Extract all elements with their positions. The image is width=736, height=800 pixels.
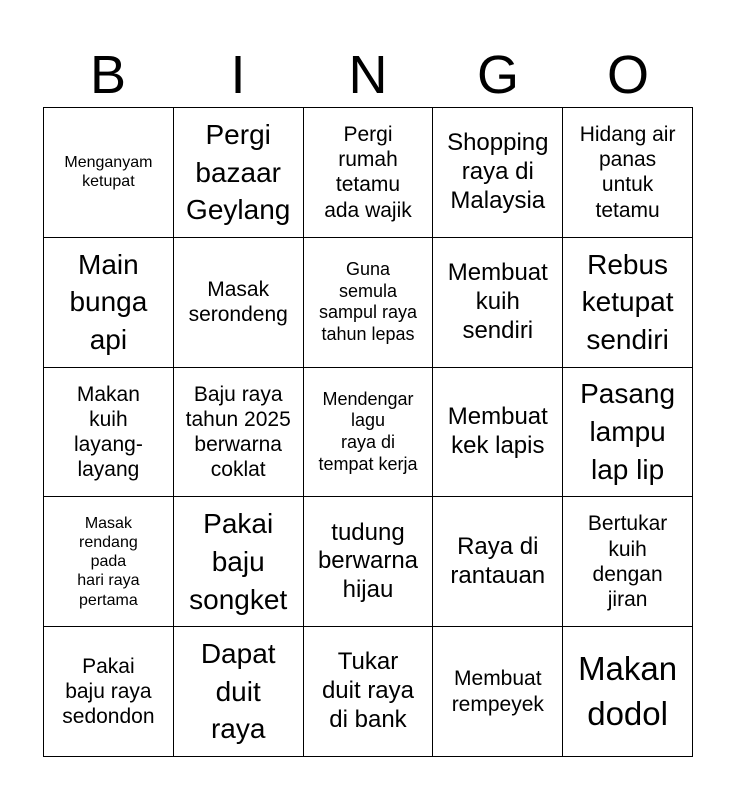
bingo-cell-text: Makan kuih layang- layang (73, 382, 143, 482)
bingo-cell[interactable] (174, 108, 304, 238)
bingo-cell-text: Dapat duit raya (200, 637, 276, 745)
header-letter-n: N (348, 45, 388, 105)
bingo-cell[interactable] (563, 238, 693, 368)
bingo-cell-text: Masak rendang pada hari raya pertama (77, 514, 140, 609)
bingo-cell-text: Shopping raya di Malaysia (447, 129, 549, 214)
bingo-cell[interactable] (174, 627, 304, 757)
bingo-cell-text: Menganyam ketupat (64, 154, 153, 191)
bingo-cell[interactable] (44, 108, 174, 238)
header-letter-i: I (230, 45, 246, 105)
bingo-cell[interactable] (563, 368, 693, 498)
bingo-cell[interactable] (304, 497, 434, 627)
bingo-cell[interactable] (563, 108, 693, 238)
bingo-cell-text: Raya di rantauan (450, 532, 546, 589)
bingo-header (43, 44, 693, 106)
bingo-cell-text: Guna semula sampul raya tahun lepas (318, 259, 418, 344)
bingo-cell[interactable] (433, 627, 563, 757)
bingo-cell-text: Baju raya tahun 2025 berwarna coklat (185, 382, 291, 482)
bingo-cell-text: Masak serondeng (188, 278, 288, 327)
bingo-cell[interactable] (433, 368, 563, 498)
bingo-cell-text: Pakai baju songket (189, 508, 288, 615)
bingo-cell[interactable] (563, 627, 693, 757)
bingo-cell-text: Pasang lampu lap lip (580, 378, 676, 485)
bingo-cell[interactable] (433, 238, 563, 368)
header-letter-b: B (89, 45, 127, 105)
bingo-cell[interactable] (44, 368, 174, 498)
bingo-cell-text: Pergi rumah tetamu ada wajik (324, 123, 412, 222)
bingo-cell[interactable] (433, 108, 563, 238)
header-letter-o: O (606, 45, 649, 105)
bingo-cell[interactable] (174, 238, 304, 368)
bingo-cell[interactable] (304, 108, 434, 238)
bingo-cell[interactable] (304, 238, 434, 368)
bingo-cell-text: Membuat kek lapis (447, 403, 548, 459)
bingo-cell-text: Pergi bazaar Geylang (186, 118, 291, 226)
bingo-cell[interactable] (44, 497, 174, 627)
bingo-cell[interactable] (433, 497, 563, 627)
bingo-cell[interactable] (44, 627, 174, 757)
bingo-cell[interactable] (174, 368, 304, 498)
header-letter-g: G (476, 45, 519, 105)
bingo-cell-text: Membuat rempeyek (451, 667, 544, 716)
bingo-cell-text: Main bunga api (69, 248, 148, 356)
bingo-cell-text: Membuat kuih sendiri (447, 259, 548, 344)
bingo-cell-text: Mendengar lagu raya di tempat kerja (318, 388, 418, 474)
bingo-cell[interactable] (304, 627, 434, 757)
bingo-cell[interactable] (44, 238, 174, 368)
bingo-cell-text: Bertukar kuih dengan jiran (587, 512, 668, 611)
bingo-cell-text: Hidang air panas untuk tetamu (579, 123, 676, 222)
bingo-cell-text: Pakai baju raya sedondon (62, 654, 155, 729)
bingo-cell-text: tudung berwarna hijau (317, 518, 419, 604)
bingo-grid (43, 107, 693, 757)
bingo-cell[interactable] (304, 368, 434, 498)
bingo-cell-text: Tukar duit raya di bank (321, 648, 415, 733)
bingo-cell[interactable] (174, 497, 304, 627)
bingo-cell-text: Makan dodol (578, 650, 678, 732)
bingo-cell[interactable] (563, 497, 693, 627)
bingo-cell-text: Rebus ketupat sendiri (581, 248, 674, 356)
